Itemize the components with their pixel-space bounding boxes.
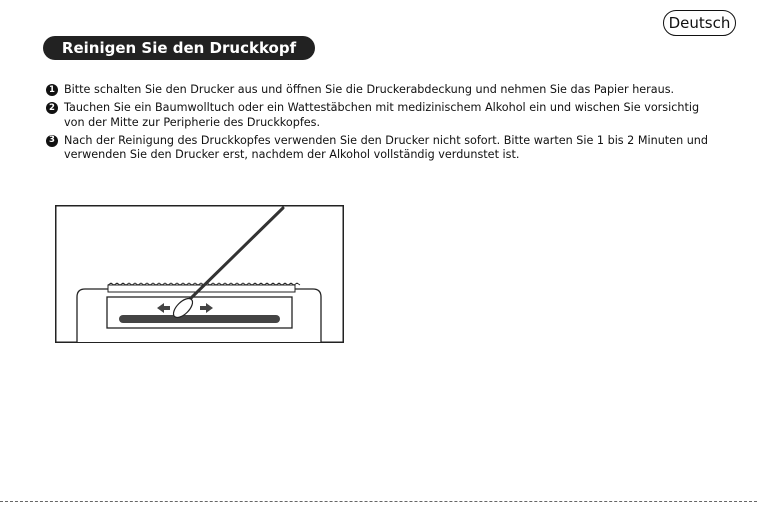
printhead-cleaning-illustration (55, 205, 344, 343)
instruction-step-1 (46, 83, 736, 98)
thermal-head-bar (119, 315, 280, 323)
step-number-badge: 3 (46, 135, 58, 147)
instruction-step-3 (46, 134, 736, 163)
instruction-step-2 (46, 101, 736, 130)
paper-slot (107, 297, 292, 328)
section-title: Reinigen Sie den Druckkopf (43, 36, 315, 60)
step-number-badge: 1 (46, 84, 58, 96)
step-text-line: Tauchen Sie ein Baumwolltuch oder ein Wattestäbchen mit medizinischem Alkohol ein und wischen Sie vorsichtig (64, 101, 700, 114)
step-text-line: von der Mitte zur Peripherie des Druckkopfes. (64, 115, 321, 129)
step-number-badge: 2 (46, 102, 58, 114)
page-bottom-rule (0, 501, 757, 502)
step-text-line: verwenden Sie den Drucker erst, nachdem der Alkohol vollständig verdunstet ist. (64, 148, 520, 161)
step-text-line: Bitte schalten Sie den Drucker aus und öffnen Sie die Druckerabdeckung und nehmen Sie das Papier heraus. (64, 83, 675, 96)
instruction-list (46, 83, 736, 166)
step-text-line: Nach der Reinigung des Druckkopfes verwenden Sie den Drucker nicht sofort. Bitte warten Sie 1 bis 2 Minuten und (64, 133, 708, 147)
language-badge[interactable]: Deutsch (663, 10, 736, 36)
